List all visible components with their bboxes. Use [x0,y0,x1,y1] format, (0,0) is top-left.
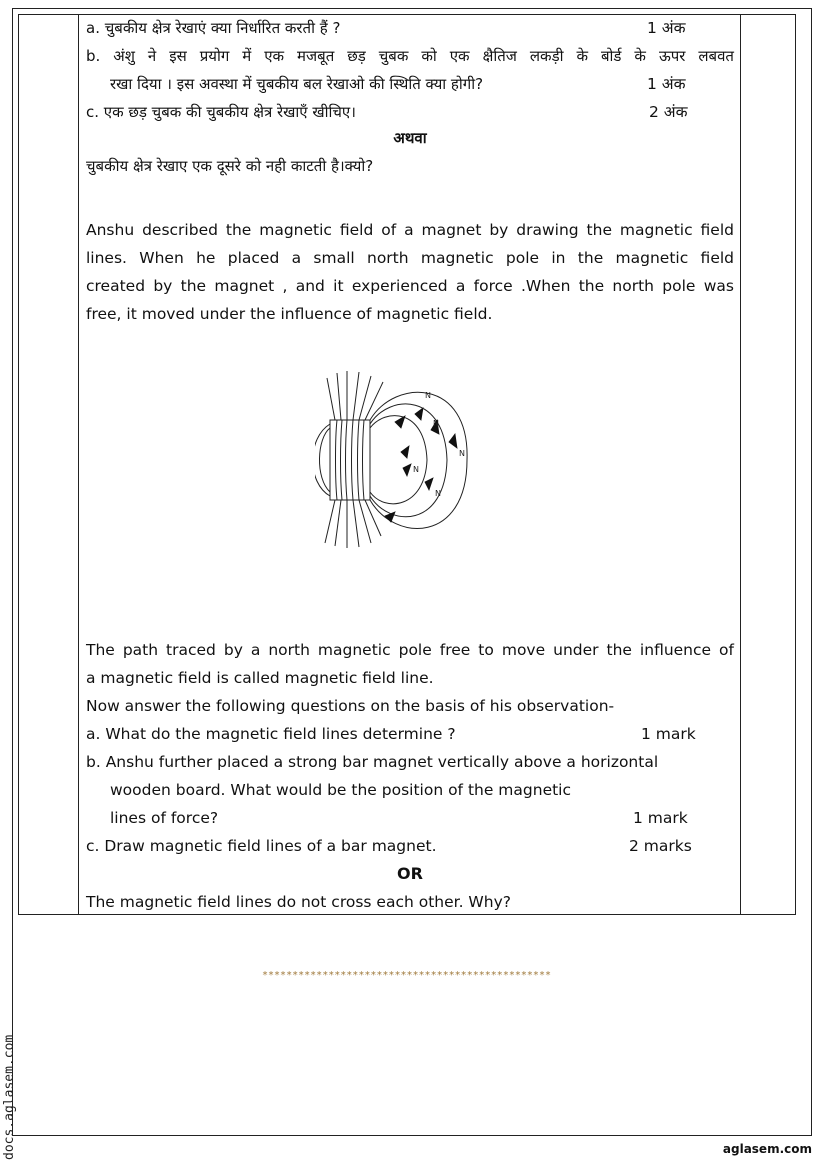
english-or-label: OR [397,864,423,883]
english-question-b-line2: wooden board. What would be the position of the magnetic [110,781,572,799]
english-alt-question: The magnetic field lines do not cross each other. Why? [86,893,511,911]
english-para1-line4: free, it moved under the influence of magnetic field. [86,305,493,323]
english-question-c: c. Draw magnetic field lines of a bar magnet. [86,837,437,855]
english-question-c-marks: 2 marks [629,837,692,855]
hindi-question-c-marks: 2 अंक [649,103,688,121]
hindi-or-label: अथवा [393,129,427,147]
hindi-question-a-marks: 1 अंक [647,19,686,37]
pole-label-4: N [413,465,419,474]
hindi-question-b-line1: b. अंशु ने इस प्रयोग में एक मजबूत छड़ चुबक को एक क्षैतिज लकड़ी के बोर्ड के ऊपर लबवत [86,47,734,65]
hindi-question-b-line2: रखा दिया । इस अवस्था में चुबकीय बल रेखाओ की स्थिति क्या होगी? [110,75,484,93]
english-question-a-marks: 1 mark [641,725,696,743]
english-para2-line1: The path traced by a north magnetic pole free to move under the influence of [86,641,734,659]
english-instruction: Now answer the following questions on the basis of his observation- [86,697,615,715]
english-question-a: a. What do the magnetic field lines determine ? [86,725,456,743]
column-divider-right [740,15,741,914]
pole-label-3: N [459,449,465,458]
english-question-b-marks: 1 mark [633,809,688,827]
pole-label-1: N [425,391,431,400]
english-para1-line3: created by the magnet , and it experienced a force .When the north pole was [86,277,734,295]
section-divider: ************************************************ [262,970,551,981]
footer-brand: aglasem.com [722,1142,812,1156]
pole-label-5: N [435,489,441,498]
hindi-question-a: a. चुबकीय क्षेत्र रेखाएं क्या निर्धारित करती हैं ? [86,19,341,37]
english-para1-line1: Anshu described the magnetic field of a magnet by drawing the magnetic field [86,221,734,239]
english-para1-line2: lines. When he placed a small north magnetic pole in the magnetic field [86,249,734,267]
hindi-question-b-marks: 1 अंक [647,75,686,93]
magnetic-field-figure [315,368,475,548]
pole-label-2: N [433,419,439,428]
watermark-text: docs.aglasem.com [2,1034,17,1160]
english-para2-line2: a magnetic field is called magnetic field line. [86,669,434,687]
hindi-alt-question: चुबकीय क्षेत्र रेखाए एक दूसरे को नही काटती है।क्यो? [86,157,374,175]
column-divider-left [78,15,79,914]
hindi-question-c: c. एक छड़ चुबक की चुबकीय क्षेत्र रेखाएँ खीचिए। [86,103,356,121]
english-question-b-line1: b. Anshu further placed a strong bar magnet vertically above a horizontal [86,753,659,771]
english-question-b-line3: lines of force? [110,809,219,827]
